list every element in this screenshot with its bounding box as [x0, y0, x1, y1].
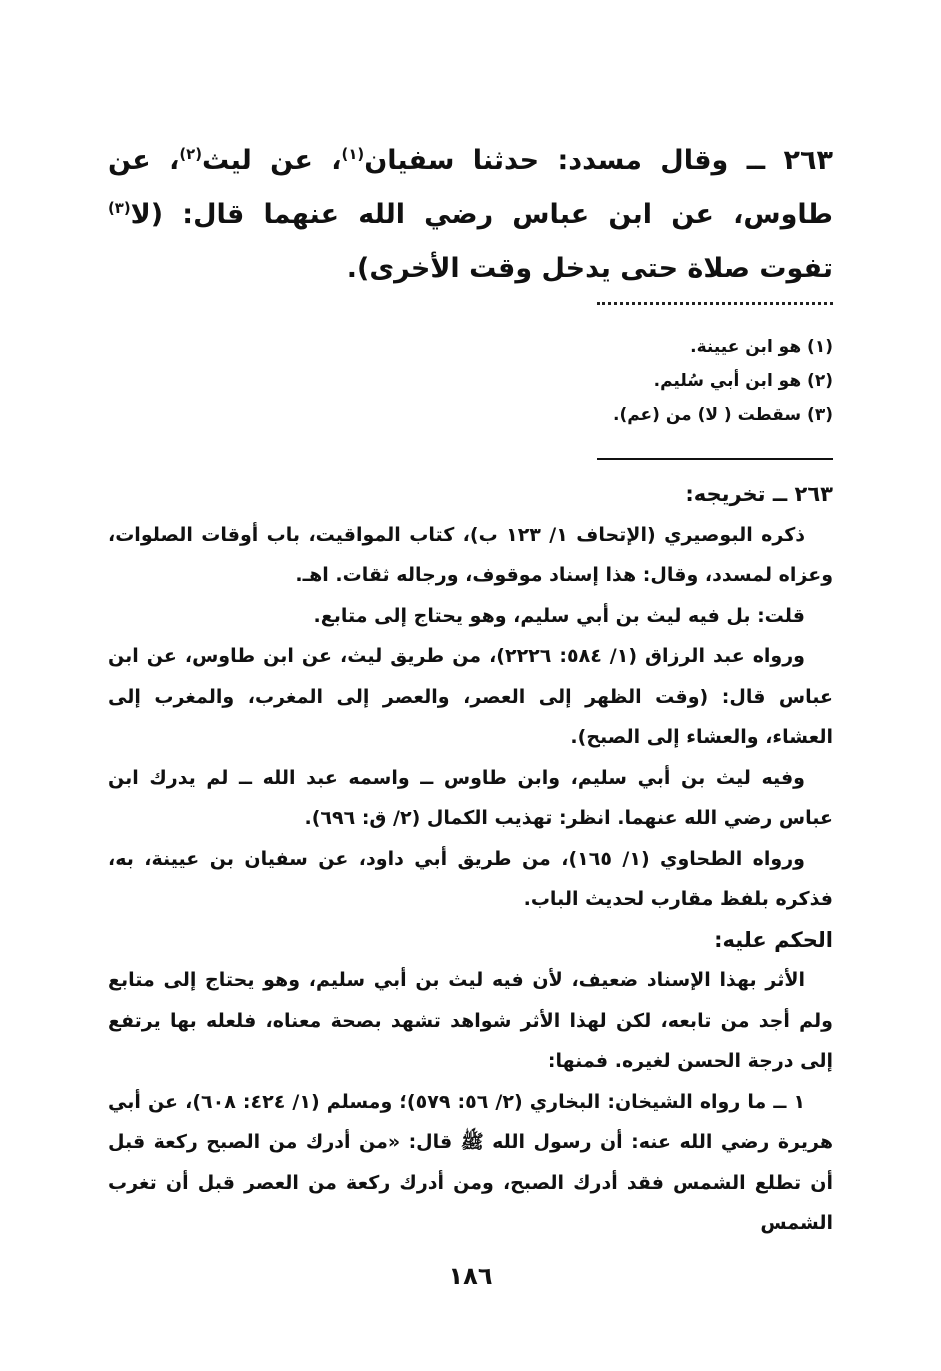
hadith-part-1: ٢٦٣ ــ وقال مسدد: حدثنا سفيان: [364, 145, 833, 176]
takhrij-paragraph-2: قلت: بل فيه ليث بن أبي سليم، وهو يحتاج إلى متابع.: [313, 604, 805, 627]
section-divider-line: [597, 458, 833, 460]
ruling-heading: الحكم عليه:: [714, 927, 833, 952]
page-number: ١٨٦: [448, 1262, 493, 1290]
hadith-part-2: ، عن ليث: [202, 145, 342, 176]
hadith-part-3: ، عن طاوس، عن ابن عباس رضي الله عنهما قال: (لا: [108, 145, 833, 230]
footnote-1: (١) هو ابن عيينة.: [690, 337, 833, 357]
footnote-separator-dots: [597, 302, 833, 305]
takhrij-paragraph-4: وفيه ليث بن أبي سليم، وابن طاوس ــ واسمه عبد الله ــ لم يدرك ابن عباس رضي الله عنهما. انظر: تهذيب الكمال (٢/ ق: ٦٩٦).: [108, 766, 833, 829]
footnote-marker-1: (١): [341, 145, 365, 163]
hadith-paragraph: [108, 134, 833, 296]
takhrij-paragraph-3: ورواه عبد الرزاق (١/ ٥٨٤: ٢٢٢٦)، من طريق ليث، عن ابن طاوس، عن ابن عباس قال: (وقت الظهر إلى العصر، والعصر إلى المغرب، والمغرب إلى العشاء، والعشاء إلى الصبح).: [108, 645, 833, 748]
footnote-marker-2: (٢): [179, 145, 203, 163]
takhrij-paragraph-1: ذكره البوصيري (الإتحاف ١/ ١٢٣ ب)، كتاب المواقيت، باب أوقات الصلوات، وعزاه لمسدد، وقال: هذا إسناد موقوف، ورجاله ثقات. اهـ.: [108, 523, 833, 586]
footnote-2: (٢) هو ابن أبي سُليم.: [653, 371, 833, 391]
takhrij-paragraph-5: ورواه الطحاوي (١/ ١٦٥)، من طريق أبي داود، عن سفيان بن عيينة، به، فذكره بلفظ مقارب لحديث الباب.: [108, 847, 833, 910]
ruling-paragraph-2: ١ ــ ما رواه الشيخان: البخاري (٢/ ٥٦: ٥٧٩)؛ ومسلم (١/ ٤٢٤: ٦٠٨)، عن أبي هريرة رضي الله عنه: أن رسول الله ﷺ قال: «من أدرك من الصبح ركعة قبل أن تطلع الشمس فقد أدرك الصبح، ومن أدرك ركعة من العصر قبل أن تغرب الشمس: [108, 1090, 833, 1234]
footnote-marker-3: (٣): [108, 199, 131, 217]
takhrij-heading: ٢٦٣ ــ تخريجه:: [685, 482, 833, 506]
hadith-text: [108, 134, 833, 296]
footnote-3: (٣) سقطت ( لا) من (عم).: [612, 405, 833, 425]
footnotes: [108, 330, 833, 432]
ruling-paragraph-1: الأثر بهذا الإسناد ضعيف، لأن فيه ليث بن أبي سليم، وهو يحتاج إلى متابع ولم أجد من تابعه، لكن لهذا الأثر شواهد تشهد بصحة معناه، فلعله بها يرتفع إلى درجة الحسن لغيره. فمنها:: [108, 969, 833, 1072]
hadith-part-4: تفوت صلاة حتى يدخل وقت الأخرى).: [346, 253, 833, 284]
takhrij-section: [108, 474, 833, 1244]
